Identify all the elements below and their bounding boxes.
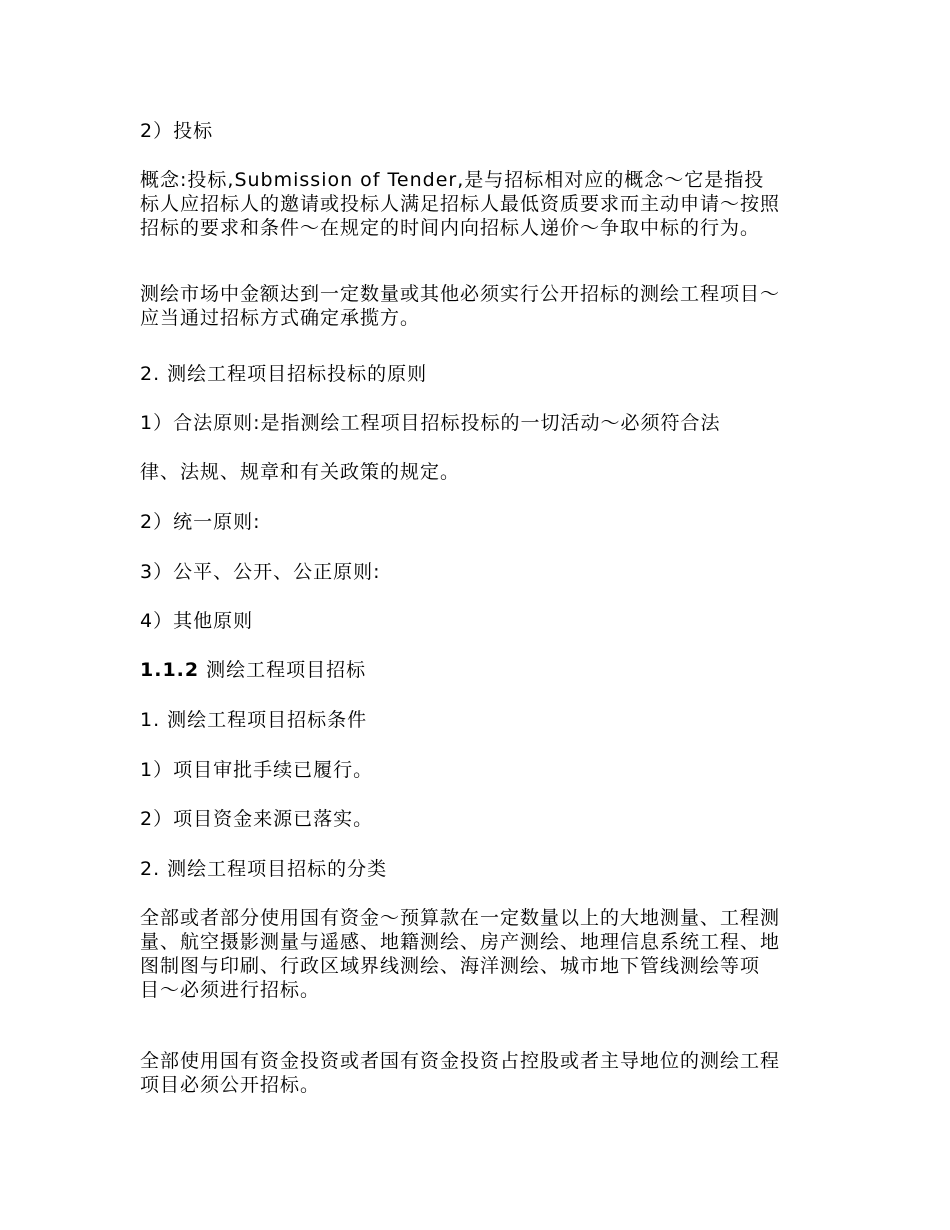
text-line: 招标的要求和条件～在规定的时间内向招标人递价～争取中标的行为。 (140, 217, 761, 239)
text-line: 目～必须进行招标。 (140, 979, 321, 1001)
classification-paragraph (140, 906, 812, 1002)
subsection-heading (140, 658, 812, 682)
text-line: 律、法规、规章和有关政策的规定。 (140, 461, 461, 483)
condition-approval (140, 758, 812, 782)
condition-funding (140, 807, 812, 831)
bid-concept-paragraph (140, 168, 812, 240)
text-line: 标人应招标人的邀请或投标人满足招标人最低资质要求而主动申请～按照 (140, 193, 781, 215)
principle-legal-continued (140, 460, 812, 484)
text-line: 2. 测绘工程项目招标的分类 (140, 858, 388, 880)
text-line: 量、航空摄影测量与遥感、地籍测绘、房产测绘、地理信息系统工程、地 (140, 931, 781, 953)
heading-number: 1.1.2 (140, 659, 200, 681)
text-line: 项目必须公开招标。 (140, 1074, 321, 1096)
text-line: 3）公平、公开、公正原则: (140, 561, 381, 583)
tender-classification-heading (140, 857, 812, 881)
principle-fairness (140, 560, 812, 584)
public-tender-paragraph (140, 1049, 812, 1097)
text-line: 1）项目审批手续已履行。 (140, 759, 374, 781)
text-line: 概念:投标,Submission of Tender,是与招标相对应的概念～它是指投 (140, 169, 765, 191)
text-line: 1. 测绘工程项目招标条件 (140, 709, 368, 731)
text-line: 4）其他原则 (140, 610, 254, 632)
section-principles-heading (140, 362, 812, 386)
text-line: 应当通过招标方式确定承揽方。 (140, 307, 421, 329)
text-line: 图制图与印刷、行政区域界线测绘、海洋测绘、城市地下管线测绘等项 (140, 955, 761, 977)
text-line: 2）项目资金来源已落实。 (140, 808, 374, 830)
text-line: 全部或者部分使用国有资金～预算款在一定数量以上的大地测量、工程测 (140, 907, 781, 929)
text-line: 测绘市场中金额达到一定数量或其他必须实行公开招标的测绘工程项目～ (140, 283, 781, 305)
heading-line (140, 658, 812, 682)
principle-other (140, 609, 812, 633)
principle-legal (140, 411, 812, 435)
text-line: 1）合法原则:是指测绘工程项目招标投标的一切活动～必须符合法 (140, 412, 721, 434)
text-line: 全部使用国有资金投资或者国有资金投资占控股或者主导地位的测绘工程 (140, 1050, 781, 1072)
heading-text: 测绘工程项目招标 (199, 659, 367, 681)
text-line: 2）统一原则: (140, 511, 261, 533)
item-bid-heading (140, 119, 812, 143)
tender-conditions-heading (140, 708, 812, 732)
text-line: 2. 测绘工程项目招标投标的原则 (140, 363, 428, 385)
market-paragraph (140, 282, 812, 330)
text-line: 2）投标 (140, 120, 214, 142)
principle-unified (140, 510, 812, 534)
